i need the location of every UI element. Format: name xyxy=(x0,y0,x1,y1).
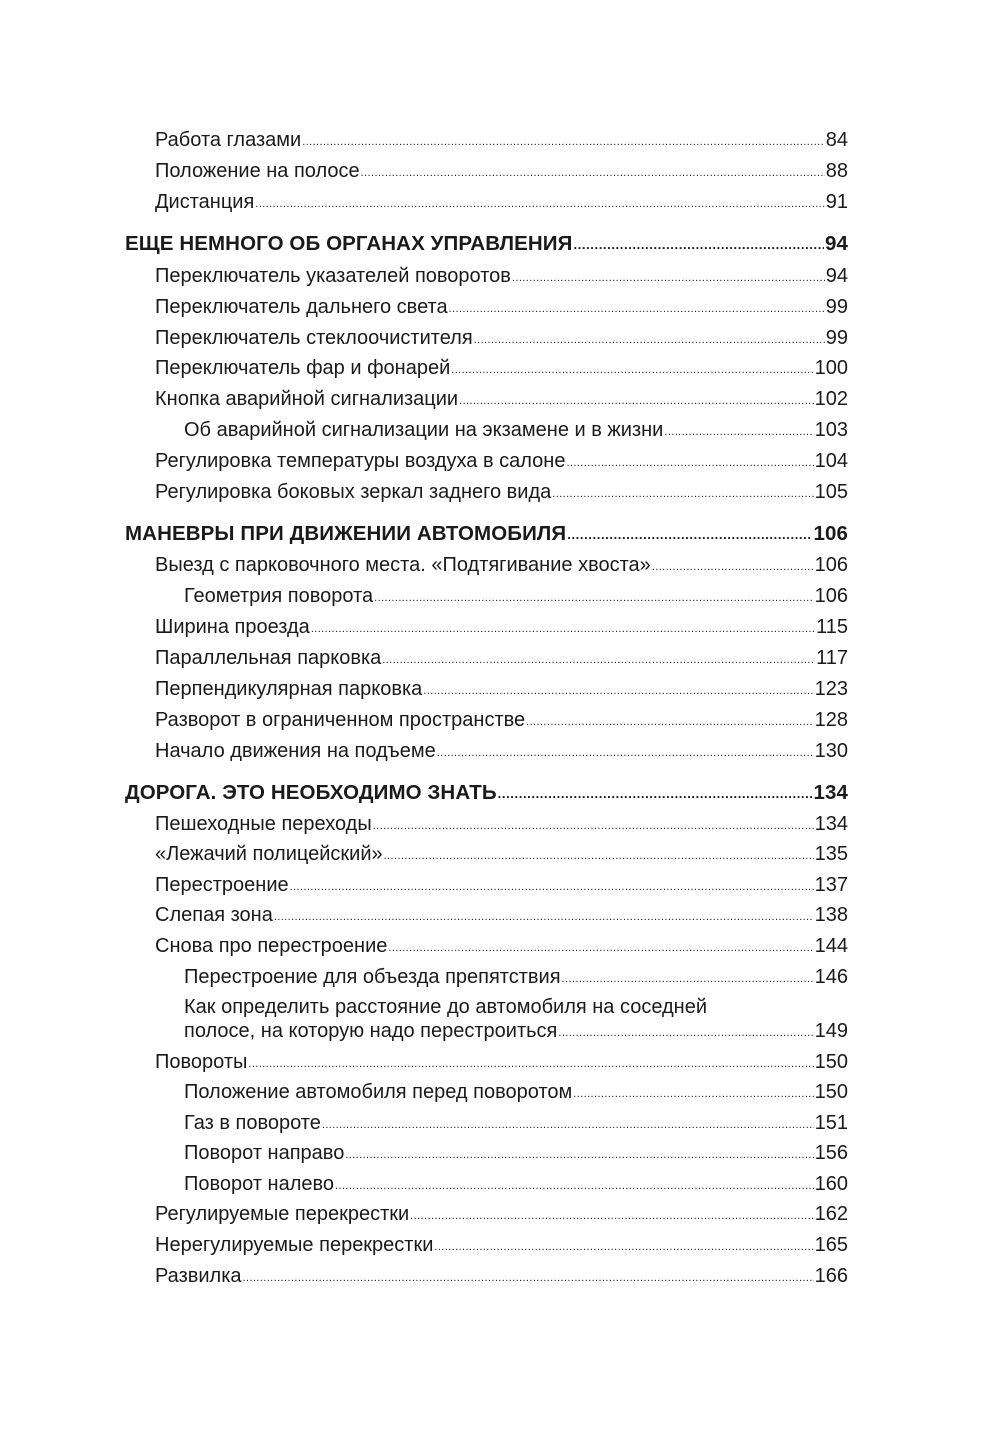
toc-chapter-page: 134 xyxy=(813,781,848,804)
toc-entry-page: 115 xyxy=(816,616,848,638)
toc-chapter-page: 94 xyxy=(824,232,848,255)
toc-entry-page: 165 xyxy=(814,1234,848,1256)
toc-entry[interactable] xyxy=(155,739,848,766)
toc-entry-page: 146 xyxy=(814,966,848,988)
leader-dots xyxy=(459,386,814,413)
toc-chapter-title: ЕЩЕ НЕМНОГО ОБ ОРГАНАХ УПРАВЛЕНИЯ xyxy=(125,232,573,255)
toc-entry-title: Об аварийной сигнализации на экзамене и в жизни xyxy=(184,419,664,441)
leader-dots xyxy=(255,189,824,216)
toc-entry[interactable] xyxy=(155,873,848,900)
toc-entry[interactable] xyxy=(155,934,848,961)
leader-dots xyxy=(388,933,813,960)
toc-entry-page: 106 xyxy=(814,554,848,576)
toc-entry[interactable] xyxy=(155,480,848,507)
toc-chapter[interactable] xyxy=(125,781,848,807)
leader-dots xyxy=(302,127,825,154)
leader-dots xyxy=(274,902,814,929)
leader-dots xyxy=(410,1201,813,1228)
leader-dots xyxy=(512,263,825,290)
toc-entry[interactable] xyxy=(155,449,848,476)
leader-dots xyxy=(373,811,814,838)
toc-entry-title-line2: полосе, на которую надо перестроиться xyxy=(184,1020,558,1042)
toc-entry-page: 135 xyxy=(814,843,848,865)
toc-subentry[interactable] xyxy=(184,1019,848,1046)
toc-entry-title: Геометрия поворота xyxy=(184,585,374,607)
toc-chapter-title: ДОРОГА. ЭТО НЕОБХОДИМО ЗНАТЬ xyxy=(125,781,497,804)
leader-dots xyxy=(652,552,814,579)
toc-subentry[interactable] xyxy=(184,418,848,445)
toc-subentry[interactable] xyxy=(184,1141,848,1168)
toc-entry-title: Переключатель указателей поворотов xyxy=(155,265,511,287)
toc-entry-page: 117 xyxy=(816,647,848,669)
toc-entry-title: Переключатель стеклоочистителя xyxy=(155,327,473,349)
toc-entry-title: Кнопка аварийной сигнализации xyxy=(155,388,459,410)
toc-entry-page: 130 xyxy=(814,740,848,762)
leader-dots xyxy=(248,1049,813,1076)
toc-subentry[interactable] xyxy=(184,1172,848,1199)
toc-entry-page: 104 xyxy=(814,450,848,472)
leader-dots xyxy=(552,479,813,506)
toc-entry-title: Поворот налево xyxy=(184,1173,335,1195)
toc-entry-page: 128 xyxy=(814,709,848,731)
toc-entry-title: Развилка xyxy=(155,1265,242,1287)
toc-entry-page: 99 xyxy=(825,296,848,318)
toc-entry-page: 102 xyxy=(814,388,848,410)
leader-dots xyxy=(437,738,814,765)
toc-entry-title: Поворот направо xyxy=(184,1142,345,1164)
toc-entry-page: 144 xyxy=(814,935,848,957)
toc-entry-title: Перпендикулярная парковка xyxy=(155,678,423,700)
toc-entry[interactable] xyxy=(155,387,848,414)
toc-entry[interactable] xyxy=(155,903,848,930)
toc-entry-title: Выезд с парковочного места. «Подтягивание хвоста» xyxy=(155,554,651,576)
toc-entry-page: 151 xyxy=(814,1112,848,1134)
leader-dots xyxy=(474,325,825,352)
leader-dots xyxy=(449,294,825,321)
toc-entry-page: 160 xyxy=(814,1173,848,1195)
toc-entry-page: 100 xyxy=(814,357,848,379)
toc-entry-title: Перестроение xyxy=(155,874,289,896)
toc-entry-page: 84 xyxy=(825,129,848,151)
toc-entry[interactable] xyxy=(155,677,848,704)
toc-entry-title: Переключатель фар и фонарей xyxy=(155,357,451,379)
toc-entry-title: Переключатель дальнего света xyxy=(155,296,448,318)
leader-dots xyxy=(345,1140,813,1167)
leader-dots xyxy=(451,355,813,382)
toc-subentry-title-line1: Как определить расстояние до автомобиля на соседней xyxy=(184,996,708,1018)
toc-subentry[interactable] xyxy=(184,584,848,611)
toc-entry-page: 150 xyxy=(814,1051,848,1073)
toc-chapter-page: 106 xyxy=(813,522,848,545)
toc-entry-title: Пешеходные переходы xyxy=(155,813,372,835)
leader-dots xyxy=(374,583,813,610)
toc-entry-title: Газ в повороте xyxy=(184,1112,321,1134)
leader-dots xyxy=(311,614,815,641)
toc-entry-page: 88 xyxy=(825,160,848,182)
leader-dots xyxy=(573,1079,813,1106)
toc-entry-title: Положение на полосе xyxy=(155,160,360,182)
toc-entry-title: Нерегулируемые перекрестки xyxy=(155,1234,434,1256)
toc-chapter-title: МАНЕВРЫ ПРИ ДВИЖЕНИИ АВТОМОБИЛЯ xyxy=(125,522,567,545)
toc-entry-title: Регулировка боковых зеркал заднего вида xyxy=(155,481,552,503)
toc-entry-title: Повороты xyxy=(155,1051,248,1073)
leader-dots xyxy=(322,1110,814,1137)
toc-entry-page: 138 xyxy=(814,904,848,926)
leader-dots xyxy=(335,1171,814,1198)
toc-entry[interactable] xyxy=(155,1264,848,1291)
toc-entry-page: 105 xyxy=(814,481,848,503)
toc-chapter[interactable] xyxy=(125,522,848,548)
leader-dots xyxy=(382,645,815,672)
toc-entry-page: 150 xyxy=(814,1081,848,1103)
leader-dots xyxy=(664,417,813,444)
toc-entry-title: Перестроение для объезда препятствия xyxy=(184,966,561,988)
leader-dots xyxy=(423,676,813,703)
leader-dots xyxy=(498,780,813,806)
toc-entry-page: 106 xyxy=(814,585,848,607)
toc-entry-title: Разворот в ограниченном пространстве xyxy=(155,709,526,731)
toc-entry-title: Ширина проезда xyxy=(155,616,310,638)
toc-entry-title: Параллельная парковка xyxy=(155,647,382,669)
toc-entry-page: 149 xyxy=(814,1020,848,1042)
toc-entry[interactable] xyxy=(155,812,848,839)
toc-entry-title: Работа глазами xyxy=(155,129,302,151)
toc-entry[interactable] xyxy=(155,842,848,869)
leader-dots xyxy=(573,231,824,257)
leader-dots xyxy=(562,964,814,991)
leader-dots xyxy=(361,158,825,185)
toc-entry-page: 91 xyxy=(825,191,848,213)
toc-entry[interactable] xyxy=(155,1050,848,1077)
toc-entry-page: 123 xyxy=(814,678,848,700)
toc-entry-title: Дистанция xyxy=(155,191,255,213)
toc-entry-title: Слепая зона xyxy=(155,904,273,926)
toc-entry-page: 162 xyxy=(814,1203,848,1225)
toc-entry[interactable] xyxy=(155,326,848,353)
toc-entry-title: Регулировка температуры воздуха в салоне xyxy=(155,450,566,472)
toc-chapter[interactable] xyxy=(125,232,848,258)
toc-entry-title: «Лежачий полицейский» xyxy=(155,843,383,865)
toc-entry-title: Регулируемые перекрестки xyxy=(155,1203,410,1225)
toc-entry[interactable] xyxy=(155,708,848,735)
leader-dots xyxy=(384,841,814,868)
toc-entry-page: 134 xyxy=(814,813,848,835)
leader-dots xyxy=(526,707,813,734)
toc-entry-page: 137 xyxy=(814,874,848,896)
toc-entry[interactable] xyxy=(155,1202,848,1229)
toc-entry-page: 103 xyxy=(814,419,848,441)
toc-entry-title: Начало движения на подъеме xyxy=(155,740,436,762)
toc-entry-title: Положение автомобиля перед поворотом xyxy=(184,1081,573,1103)
toc-entry[interactable] xyxy=(155,190,848,217)
leader-dots xyxy=(558,1018,813,1045)
toc-entry[interactable] xyxy=(155,159,848,186)
toc-entry[interactable] xyxy=(155,646,848,673)
toc-entry[interactable] xyxy=(155,128,848,155)
toc-entry[interactable] xyxy=(155,553,848,580)
toc-subentry[interactable] xyxy=(184,1080,848,1107)
toc-entry-page: 99 xyxy=(825,327,848,349)
toc-subentry[interactable] xyxy=(184,1111,848,1138)
toc-entry-title: Снова про перестроение xyxy=(155,935,388,957)
leader-dots xyxy=(567,521,812,547)
toc-entry[interactable] xyxy=(155,1233,848,1260)
leader-dots xyxy=(290,872,814,899)
toc-entry[interactable] xyxy=(155,356,848,383)
toc-entry-page: 94 xyxy=(825,265,848,287)
toc-entry-page: 156 xyxy=(814,1142,848,1164)
toc-entry[interactable] xyxy=(155,295,848,322)
toc-entry[interactable] xyxy=(155,264,848,291)
leader-dots xyxy=(566,448,813,475)
leader-dots xyxy=(434,1232,813,1259)
leader-dots xyxy=(243,1263,814,1290)
toc-subentry[interactable] xyxy=(184,965,848,992)
toc-entry-page: 166 xyxy=(814,1265,848,1287)
toc-entry[interactable] xyxy=(155,615,848,642)
